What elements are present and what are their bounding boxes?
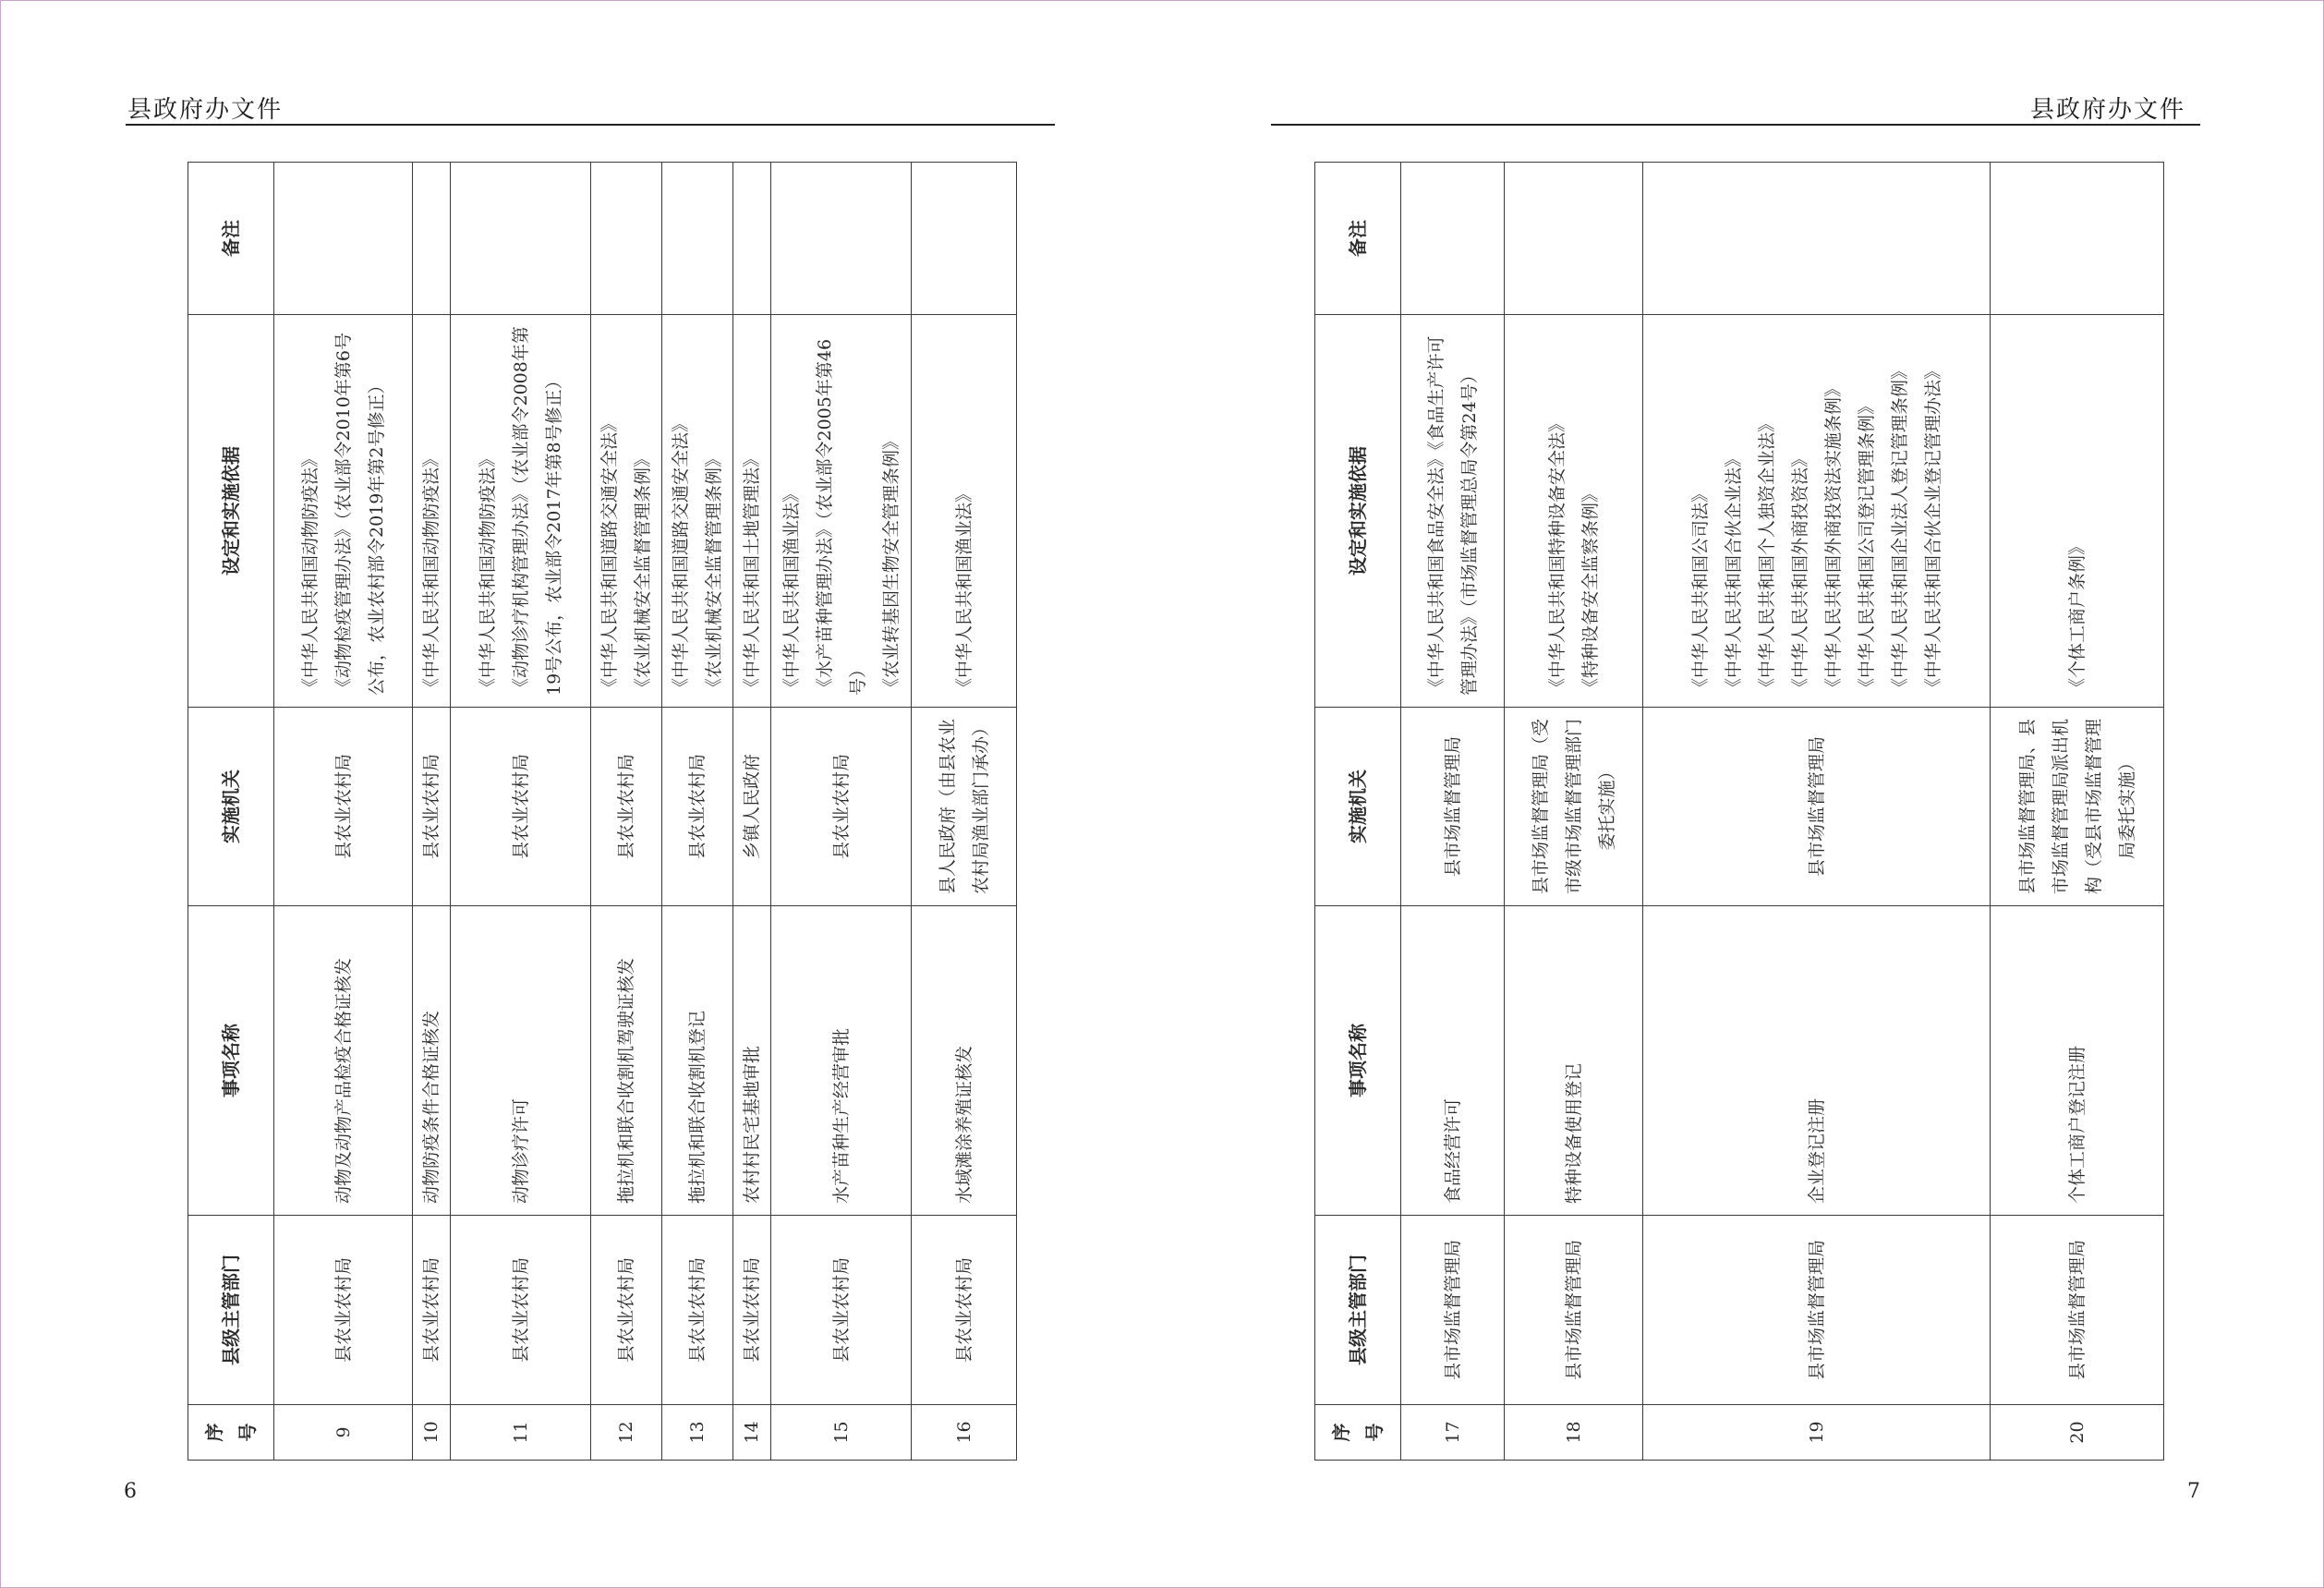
row-item: 拖拉机和联合收割机登记 [662, 906, 733, 1216]
row-note [1643, 163, 1991, 315]
basis-line: 《中华人民共和国道路交通安全法》 [599, 414, 620, 696]
basis-line: 《中华人民共和国合伙企业法》 [1723, 449, 1744, 696]
left-header-row [188, 163, 274, 1461]
basis-line: 《中华人民共和国动物防疫法》 [299, 449, 321, 696]
row-number: 16 [912, 1405, 1017, 1461]
row-item: 食品经营许可 [1401, 906, 1505, 1216]
row-item: 个体工商户登记注册 [1991, 906, 2164, 1216]
row-agency: 县农业农村局 [591, 708, 662, 906]
row-note [662, 163, 733, 315]
basis-line: 《中华人民共和国公司法》 [1689, 484, 1711, 696]
row-dept: 县农业农村局 [662, 1216, 733, 1405]
row-dept: 县农业农村局 [413, 1216, 451, 1405]
row-agency: 县市场监督管理局、县市场监督管理局派出机构（受县市场监督管理局委托实施） [1991, 708, 2164, 906]
row-agency: 县市场监督管理局（受市级市场监督管理部门委托实施） [1505, 708, 1643, 906]
row-number: 11 [451, 1405, 591, 1461]
row-dept: 县农业农村局 [912, 1216, 1017, 1405]
table-row [662, 163, 733, 1461]
basis-line: 《中华人民共和国外商投资法》 [1789, 449, 1810, 696]
basis-line: 《农业机械安全监督管理条例》 [704, 449, 724, 696]
row-note [771, 163, 912, 315]
row-item: 农村村民宅基地审批 [733, 906, 771, 1216]
row-number: 12 [591, 1405, 662, 1461]
row-note [1505, 163, 1643, 315]
left-admin-table [188, 162, 1017, 1461]
basis-line: 《动物诊疗机构管理办法》（农业部令2008年第19号公布，农业部令2017年第8号修正） [510, 326, 564, 696]
row-number: 17 [1401, 1405, 1505, 1461]
row-item: 拖拉机和联合收割机驾驶证核发 [591, 906, 662, 1216]
row-basis [274, 315, 413, 708]
right-header-rule [1271, 124, 2200, 126]
row-dept: 县农业农村局 [591, 1216, 662, 1405]
row-item: 特种设备使用登记 [1505, 906, 1643, 1216]
basis-line: 《动物检疫管理办法》（农业部令2010年第6号公布，农业农村部令2019年第2号修正） [333, 333, 387, 696]
row-agency: 县农业农村局 [274, 708, 413, 906]
basis-line: 《中华人民共和国渔业法》 [781, 484, 802, 696]
col-header-agency: 实施机关 [188, 708, 274, 906]
table-row [1401, 163, 1505, 1461]
row-basis [1643, 315, 1991, 708]
col-header-dept: 县级主管部门 [1315, 1216, 1401, 1405]
row-dept: 县市场监督管理局 [1401, 1216, 1505, 1405]
row-number: 13 [662, 1405, 733, 1461]
col-header-basis: 设定和实施依据 [1315, 315, 1401, 708]
basis-line: 《中华人民共和国渔业法》 [953, 484, 974, 696]
row-agency: 县市场监督管理局 [1643, 708, 1991, 906]
basis-line: 《中华人民共和国外商投资法实施条例》 [1822, 379, 1844, 696]
basis-line: 《中华人民共和国动物防疫法》 [421, 449, 442, 696]
table-row [1991, 163, 2164, 1461]
basis-line: 《中华人民共和国食品安全法》《食品生产许可管理办法》（市场监督管理总局令第24号） [1425, 335, 1480, 696]
row-basis [662, 315, 733, 708]
right-header-row [1315, 163, 1401, 1461]
row-agency: 县农业农村局 [413, 708, 451, 906]
row-dept: 县农业农村局 [771, 1216, 912, 1405]
right-table-rotated [1314, 162, 2164, 1461]
row-basis [1991, 315, 2164, 708]
basis-line: 《特种设备安全监察条例》 [1580, 484, 1601, 696]
col-header-note: 备注 [188, 163, 274, 315]
row-note [912, 163, 1017, 315]
row-agency: 县农业农村局 [771, 708, 912, 906]
row-note [274, 163, 413, 315]
row-dept: 县农业农村局 [274, 1216, 413, 1405]
left-page-number: 6 [124, 1480, 137, 1503]
row-basis [733, 315, 771, 708]
row-agency: 县农业农村局 [451, 708, 591, 906]
row-note [591, 163, 662, 315]
row-item: 企业登记注册 [1643, 906, 1991, 1216]
col-header-no: 序号 [188, 1405, 274, 1461]
row-basis [1505, 315, 1643, 708]
row-dept: 县农业农村局 [451, 1216, 591, 1405]
basis-line: 《中华人民共和国合伙企业登记管理办法》 [1922, 361, 1943, 696]
row-item: 动物防疫条件合格证核发 [413, 906, 451, 1216]
row-basis [451, 315, 591, 708]
basis-line: 《农业转基因生物安全管理条例》 [880, 431, 902, 696]
basis-line: 《中华人民共和国企业法人登记管理条例》 [1889, 361, 1910, 696]
table-row [912, 163, 1017, 1461]
row-basis [771, 315, 912, 708]
basis-line: 《中华人民共和国公司登记管理条例》 [1856, 396, 1877, 696]
col-header-basis: 设定和实施依据 [188, 315, 274, 708]
row-dept: 县市场监督管理局 [1643, 1216, 1991, 1405]
col-header-agency: 实施机关 [1315, 708, 1401, 906]
row-basis [413, 315, 451, 708]
row-note [1401, 163, 1505, 315]
col-header-item: 事项名称 [1315, 906, 1401, 1216]
table-row [733, 163, 771, 1461]
row-agency: 乡镇人民政府 [733, 708, 771, 906]
row-item: 动物及动物产品检疫合格证核发 [274, 906, 413, 1216]
row-note [733, 163, 771, 315]
row-note [1991, 163, 2164, 315]
table-row [591, 163, 662, 1461]
row-dept: 县市场监督管理局 [1505, 1216, 1643, 1405]
row-note [413, 163, 451, 315]
basis-line: 《个体工商户条例》 [2066, 537, 2088, 696]
table-row [274, 163, 413, 1461]
row-basis [591, 315, 662, 708]
row-number: 14 [733, 1405, 771, 1461]
right-admin-table [1314, 162, 2164, 1461]
basis-line: 《中华人民共和国个人独资企业法》 [1756, 414, 1777, 696]
basis-line: 《中华人民共和国土地管理法》 [742, 449, 762, 696]
row-basis [912, 315, 1017, 708]
left-table-rotated [188, 162, 1017, 1461]
row-basis [1401, 315, 1505, 708]
col-header-item: 事项名称 [188, 906, 274, 1216]
left-page-header: 县政府办文件 [127, 96, 284, 124]
row-number: 15 [771, 1405, 912, 1461]
row-number: 18 [1505, 1405, 1643, 1461]
row-number: 19 [1643, 1405, 1991, 1461]
row-note [451, 163, 591, 315]
col-header-dept: 县级主管部门 [188, 1216, 274, 1405]
basis-line: 《农业机械安全监督管理条例》 [633, 449, 653, 696]
table-row [413, 163, 451, 1461]
basis-line: 《中华人民共和国特种设备安全法》 [1546, 414, 1567, 696]
basis-line: 《中华人民共和国动物防疫法》 [477, 449, 498, 696]
row-item: 水域滩涂养殖证核发 [912, 906, 1017, 1216]
row-number: 9 [274, 1405, 413, 1461]
table-row [771, 163, 912, 1461]
row-item: 水产苗种生产经营审批 [771, 906, 912, 1216]
row-number: 10 [413, 1405, 451, 1461]
row-number: 20 [1991, 1405, 2164, 1461]
left-header-rule [126, 124, 1055, 126]
row-dept: 县市场监督管理局 [1991, 1216, 2164, 1405]
table-row [1643, 163, 1991, 1461]
row-agency: 县市场监督管理局 [1401, 708, 1505, 906]
basis-line: 《中华人民共和国道路交通安全法》 [671, 414, 691, 696]
col-header-no: 序号 [1315, 1405, 1401, 1461]
right-page-number: 7 [2187, 1480, 2200, 1503]
basis-line: 《水产苗种管理办法》（农业部令2005年第46号） [814, 338, 868, 696]
row-item: 动物诊疗许可 [451, 906, 591, 1216]
table-row [451, 163, 591, 1461]
row-dept: 县农业农村局 [733, 1216, 771, 1405]
row-agency: 县农业农村局 [662, 708, 733, 906]
col-header-note: 备注 [1315, 163, 1401, 315]
right-page-header: 县政府办文件 [2030, 96, 2186, 124]
table-row [1505, 163, 1643, 1461]
row-agency: 县人民政府（由县农业农村局渔业部门承办） [912, 708, 1017, 906]
